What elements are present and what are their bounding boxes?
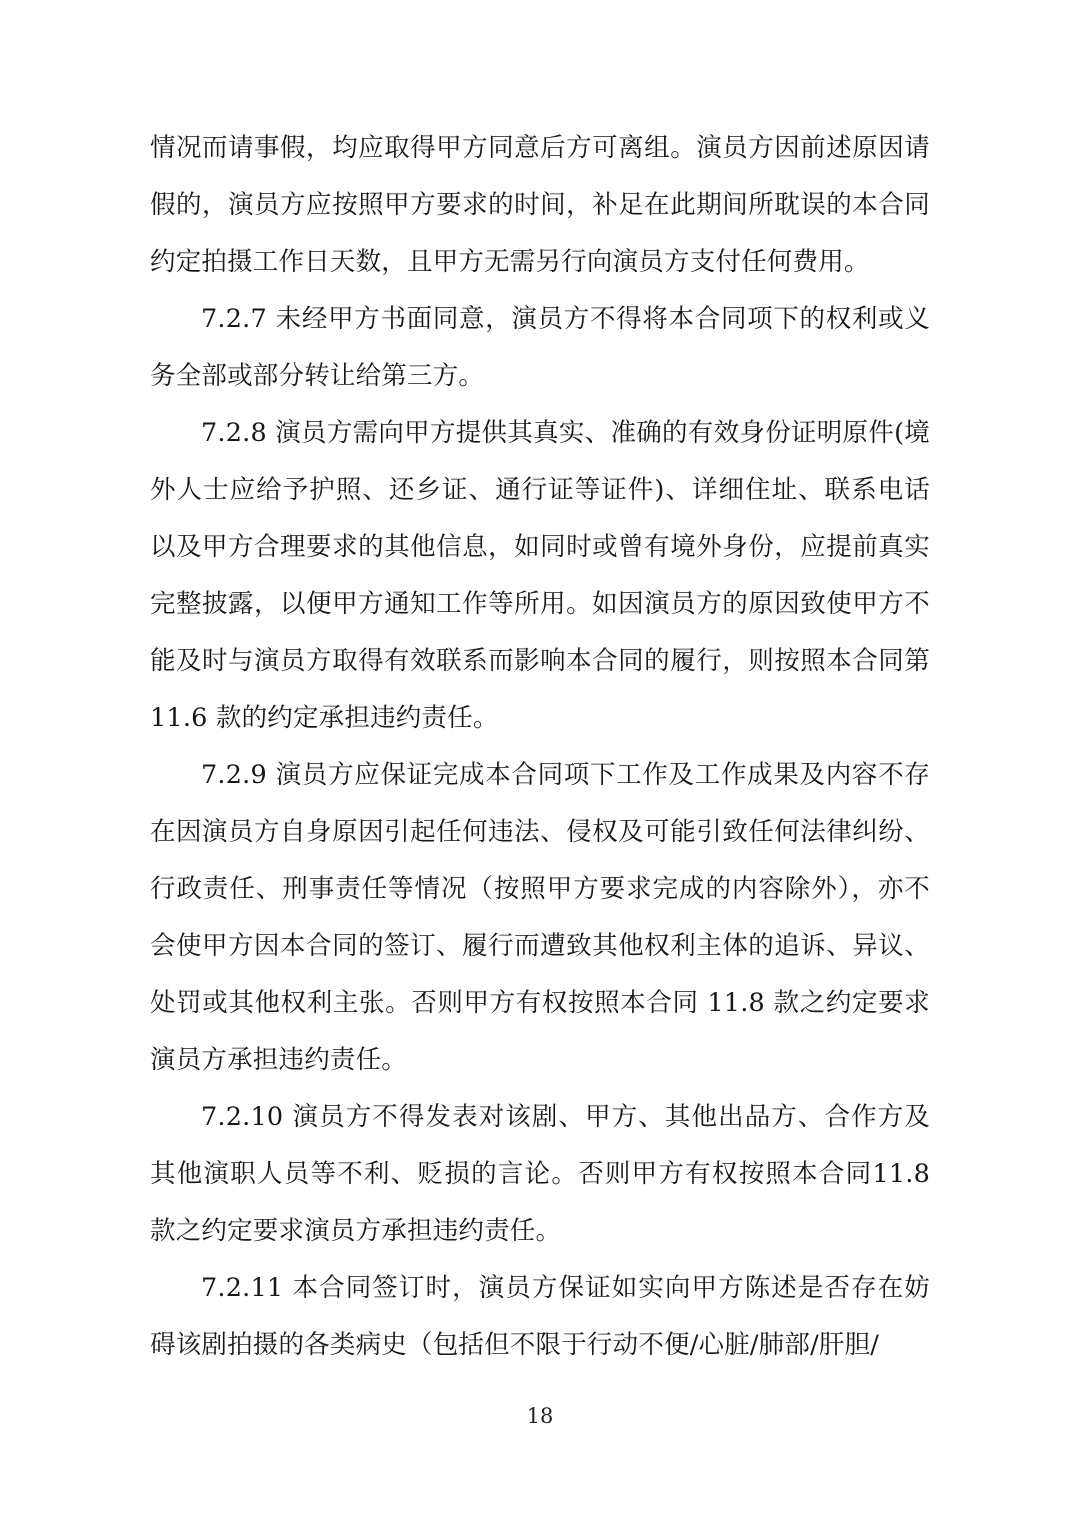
clause-7-2-8: 7.2.8 演员方需向甲方提供其真实、准确的有效身份证明原件(境外人士应给予护照、还乡证、通行证等证件)、详细住址、联系电话以及甲方合理要求的其他信息，如同时或曾有境外身份，应提前真实完整披露，以便甲方通知工作等所用。如因演员方的原因致使甲方不能及时与演员方取得有效联系而影响本合同的履行，则按照本合同第11.6 款的约定承担违约责任。 (150, 418, 930, 733)
document-body (150, 120, 930, 1374)
clause-7-2-7: 7.2.7 未经甲方书面同意，演员方不得将本合同项下的权利或义务全部或部分转让给第三方。 (150, 304, 930, 391)
clause-7-2-11: 7.2.11 本合同签订时，演员方保证如实向甲方陈述是否存在妨碍该剧拍摄的各类病史（包括但不限于行动不便/心脏/肺部/肝胆/ (150, 1273, 930, 1360)
clause-7-2-10: 7.2.10 演员方不得发表对该剧、甲方、其他出品方、合作方及其他演职人员等不利、贬损的言论。否则甲方有权按照本合同11.8 款之约定要求演员方承担违约责任。 (150, 1102, 930, 1246)
paragraph-continued: 情况而请事假，均应取得甲方同意后方可离组。演员方因前述原因请假的，演员方应按照甲方要求的时间，补足在此期间所耽误的本合同约定拍摄工作日天数，且甲方无需另行向演员方支付任何费用。 (150, 133, 930, 277)
clause-7-2-9: 7.2.9 演员方应保证完成本合同项下工作及工作成果及内容不存在因演员方自身原因引起任何违法、侵权及可能引致任何法律纠纷、行政责任、刑事责任等情况（按照甲方要求完成的内容除外），亦不会使甲方因本合同的签订、履行而遭致其他权利主体的追诉、异议、处罚或其他权利主张。否则甲方有权按照本合同 11.8 款之约定要求演员方承担违约责任。 (150, 760, 930, 1075)
page-number: 18 (526, 1404, 554, 1428)
